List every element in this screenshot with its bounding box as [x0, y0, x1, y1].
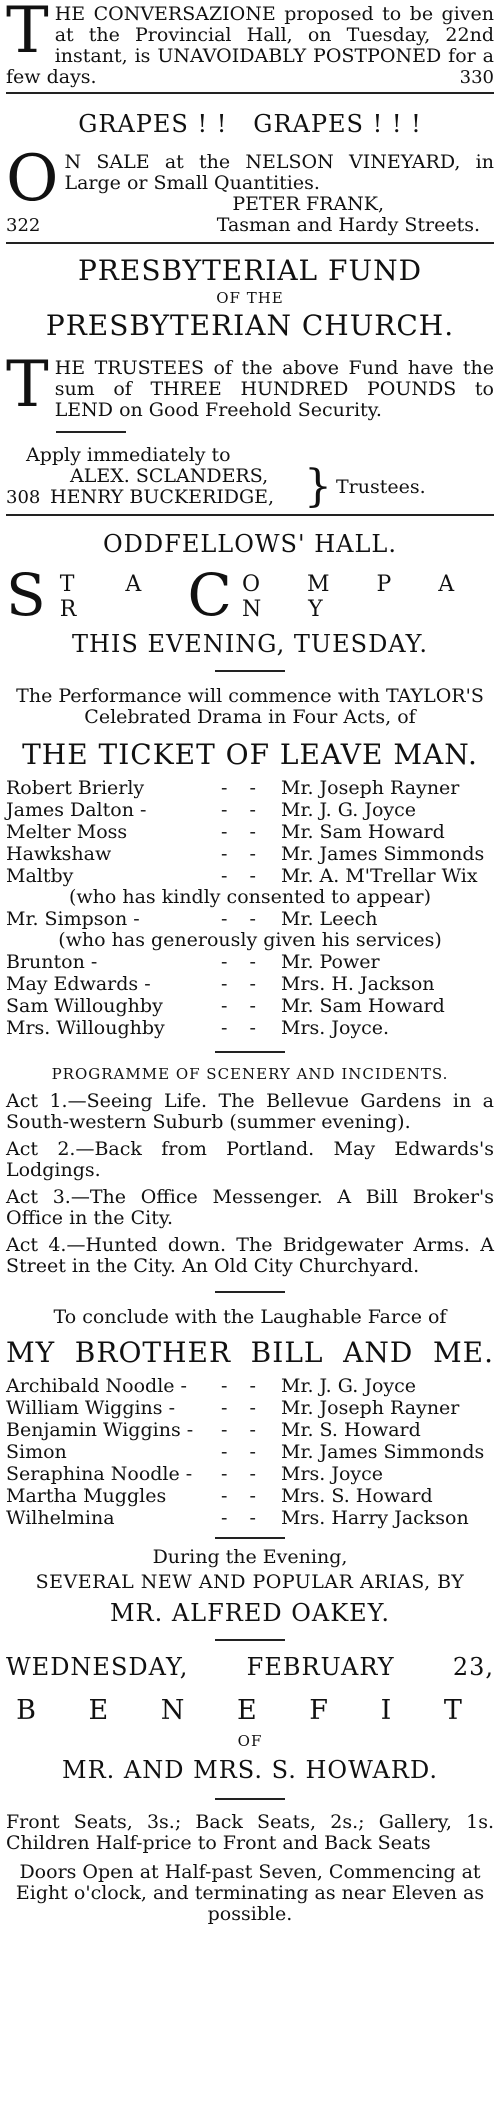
howard: MR. AND MRS. S. HOWARD.: [62, 1756, 438, 1784]
benefit: B E N E F I T: [16, 1695, 484, 1726]
cast-row: William Wiggins - - - Mr. Joseph Rayner: [6, 1397, 460, 1419]
fund-advert: [6, 244, 494, 512]
cast-row: Sam Willoughby - - Mr. Sam Howard: [6, 995, 445, 1017]
cast-row: Hawkshaw - - Mr. James Simmonds: [6, 843, 485, 865]
drop-cap: T: [6, 348, 49, 422]
conversazione-notice: [6, 0, 494, 88]
cast-row: May Edwards - - - Mrs. H. Jackson: [6, 973, 435, 995]
during-evening: During the Evening,: [152, 1546, 348, 1568]
grapes-name: PETER FRANK,: [232, 193, 384, 215]
farce-intro: To conclude with the Laughable Farce of: [53, 1306, 447, 1328]
short-divider: [215, 1639, 285, 1641]
oddfellows-advert: [6, 516, 494, 1925]
trustees-label: Trustees.: [336, 475, 426, 498]
farce-title: MY BROTHER BILL AND ME.: [6, 1336, 494, 1369]
grapes-text: N SALE at the NELSON VINEYARD, in Large or Small Quantities.: [64, 151, 494, 194]
fund-title-of: OF THE: [216, 289, 284, 307]
grapes-number: 322: [6, 215, 41, 236]
wednesday: WEDNESDAY, FEBRUARY 23,: [6, 1653, 494, 1681]
cast-row: Maltby - - Mr. A. M'Trellar Wix: [6, 865, 478, 887]
drop-cap: O: [6, 142, 59, 216]
act-3: Act 3.—The Office Messenger. A Bill Broker's Office in the City.: [6, 1186, 494, 1229]
grapes-address: Tasman and Hardy Streets.: [216, 214, 480, 236]
grapes-heading: GRAPES ! ! GRAPES ! ! !: [78, 110, 422, 138]
cast-row: Mr. Simpson - - - Mr. Leech: [6, 908, 378, 930]
cast-row: Benjamin Wiggins - - - Mr. S. Howard: [6, 1419, 421, 1441]
newspaper-column: [6, 0, 494, 1925]
trustee-2: HENRY BUCKERIDGE,: [50, 486, 275, 508]
performance-intro: The Performance will commence with TAYLOR'S Celebrated Drama in Four Acts, of: [16, 685, 484, 728]
short-divider: [215, 1291, 285, 1293]
cast-note: (who has kindly consented to appear): [68, 886, 432, 908]
grapes-advert: [6, 94, 494, 236]
prices: Front Seats, 3s.; Back Seats, 2s.; Gallery, 1s. Children Half-price to Front and Back Seats: [6, 1811, 494, 1854]
notice-text: HE CONVERSAZIONE proposed to be given at the Provincial Hall, on Tuesday, 22nd instant, is UNAVOIDABLY POSTPONED for a few days. 330: [6, 3, 494, 88]
cast-list-farce: [6, 1375, 494, 1529]
short-divider: [215, 1798, 285, 1800]
acts-list: [6, 1091, 494, 1277]
cast-row: Mrs. Willoughby - - Mrs. Joyce.: [6, 1017, 390, 1039]
cast-row: James Dalton - - - Mr. J. G. Joyce: [6, 799, 417, 821]
cast-row: Brunton - - - Mr. Power: [6, 951, 380, 973]
act-2: Act 2.—Back from Portland. May Edwards's Lodgings.: [6, 1138, 494, 1181]
short-divider: [215, 670, 285, 672]
fund-title-church: PRESBYTERIAN CHURCH.: [45, 309, 455, 342]
fund-text: HE TRUSTEES of the above Fund have the sum of THREE HUNDRED POUNDS to LEND on Good Freehold Security.: [54, 357, 494, 421]
fund-title: PRESBYTERIAL FUND: [77, 254, 423, 287]
fund-apply: Apply immediately to: [26, 444, 231, 466]
arias: SEVERAL NEW AND POPULAR ARIAS, BY: [35, 1571, 465, 1593]
cast-note: (who has generously given his services): [58, 929, 442, 951]
programme-heading: PROGRAMME OF SCENERY AND INCIDENTS.: [51, 1065, 449, 1083]
cast-row: Archibald Noodle - - - Mr. J. G. Joyce: [6, 1375, 417, 1397]
cast-row: Robert Brierly - - Mr. Joseph Rayner: [6, 777, 460, 799]
short-divider: [56, 431, 126, 433]
short-divider: [215, 1051, 285, 1053]
cast-row: Melter Moss - - Mr. Sam Howard: [6, 821, 445, 843]
trustee-1: ALEX. SCLANDERS,: [70, 465, 269, 487]
brace: }: [304, 461, 332, 512]
benefit-of: OF: [237, 1732, 263, 1750]
evening: THIS EVENING, TUESDAY.: [71, 630, 429, 658]
cast-row: Wilhelmina - - Mrs. Harry Jackson: [6, 1507, 469, 1529]
fund-number: 308: [6, 487, 41, 508]
act-4: Act 4.—Hunted down. The Bridgewater Arms. A Street in the City. An Old City Churchyard.: [6, 1234, 494, 1277]
doors: Doors Open at Half-past Seven, Commencing at Eight o'clock, and terminating as near Eleven as possible.: [15, 1861, 485, 1925]
cast-list-drama: [6, 777, 494, 1039]
cast-row: Seraphina Noodle - - - Mrs. Joyce: [6, 1463, 384, 1485]
hall-title: ODDFELLOWS' HALL.: [103, 530, 397, 558]
star-company: S T A R C O M P A N Y: [6, 561, 475, 629]
act-1: Act 1.—Seeing Life. The Bellevue Gardens in a South-western Suburb (summer evening).: [6, 1090, 494, 1133]
drop-cap: T: [6, 0, 49, 68]
short-divider: [215, 1537, 285, 1539]
oakey: MR. ALFRED OAKEY.: [109, 1599, 391, 1627]
drama-title: THE TICKET OF LEAVE MAN.: [22, 738, 478, 771]
cast-row: Simon - - Mr. James Simmonds: [6, 1441, 485, 1463]
cast-row: Martha Muggles - - Mrs. S. Howard: [6, 1485, 433, 1507]
